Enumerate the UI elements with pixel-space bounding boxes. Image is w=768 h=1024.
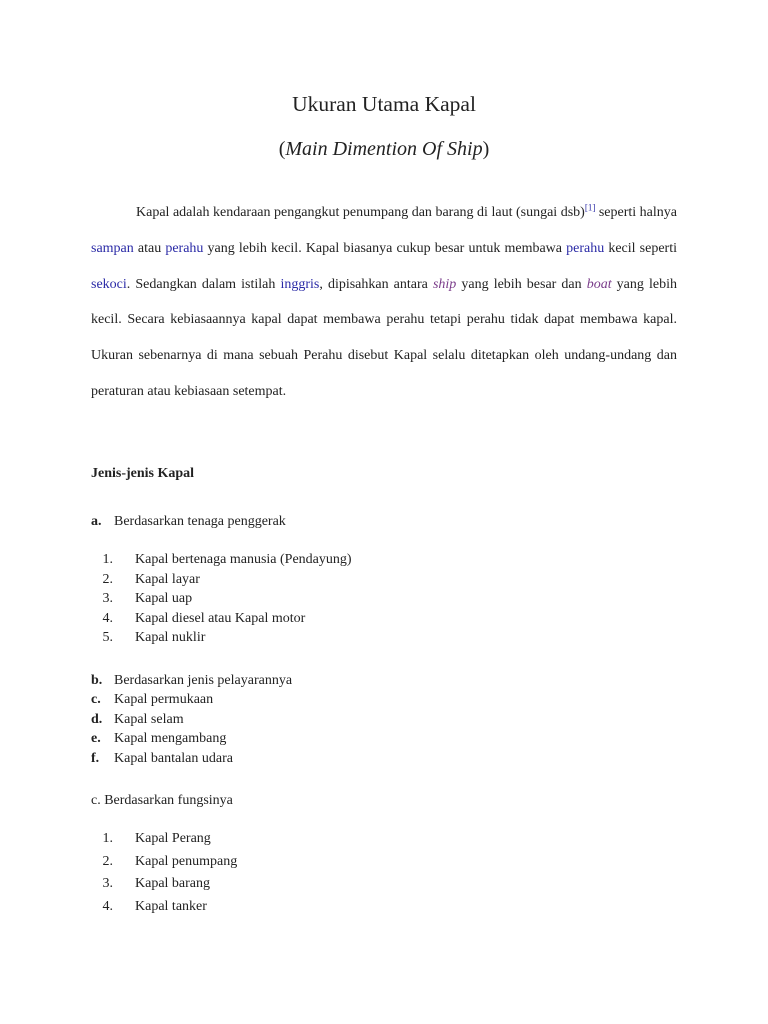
paragraph-text: seperti halnya bbox=[595, 205, 678, 220]
item-text: Kapal barang bbox=[135, 876, 211, 891]
paragraph-text: yang lebih besar dan bbox=[456, 276, 587, 292]
item-text: Kapal selam bbox=[114, 711, 184, 727]
list-item bbox=[91, 729, 292, 748]
item-text: Kapal bantalan udara bbox=[114, 750, 233, 766]
list-item bbox=[91, 609, 352, 629]
paragraph-text: kecil seperti bbox=[604, 240, 677, 256]
item-number: 2. bbox=[102, 853, 113, 869]
page-subtitle bbox=[91, 138, 677, 161]
paragraph-text: . Sedangkan dalam istilah bbox=[126, 276, 281, 292]
link-sampan[interactable]: sampan bbox=[91, 240, 134, 256]
item-number: 1. bbox=[102, 552, 113, 567]
item-text: Kapal mengambang bbox=[114, 731, 227, 747]
list-marker: f. bbox=[91, 750, 100, 766]
group-c-heading: c. Berdasarkan fungsinya bbox=[91, 793, 233, 808]
list-item bbox=[91, 710, 292, 729]
subtitle-close-paren: ) bbox=[482, 138, 490, 160]
item-text: Kapal penumpang bbox=[135, 853, 238, 869]
list-item bbox=[91, 570, 352, 590]
link-perahu-2[interactable]: perahu bbox=[566, 240, 605, 256]
item-text: Berdasarkan jenis pelayarannya bbox=[114, 673, 293, 688]
list-item bbox=[91, 896, 237, 919]
list-marker: c. bbox=[91, 692, 101, 708]
link-boat[interactable]: boat bbox=[586, 276, 612, 292]
paragraph-text: yang lebih kecil. Kapal biasanya cukup besar untuk membawa bbox=[203, 240, 567, 256]
item-text: Kapal Perang bbox=[135, 831, 211, 846]
paragraph-text: atau bbox=[133, 240, 166, 256]
item-text: Kapal nuklir bbox=[135, 630, 206, 646]
list-item bbox=[91, 550, 352, 570]
paragraph-text: yang lebih kecil. Secara kebiasaannya kapal dapat membawa perahu tetapi perahu tidak dapat membawa kapal. Ukuran sebenarnya di mana sebuah Perahu disebut Kapal selalu ditetapkan oleh undang-undang dan peraturan atau kebiasaan setempat. bbox=[91, 276, 677, 399]
page-title: Ukuran Utama Kapal bbox=[292, 92, 476, 116]
list-item bbox=[91, 671, 292, 690]
list-marker: b. bbox=[91, 673, 103, 688]
item-number: 1. bbox=[102, 831, 113, 846]
item-text: Kapal permukaan bbox=[114, 692, 214, 708]
group-a-heading bbox=[91, 514, 286, 530]
link-inggris[interactable]: inggris bbox=[280, 276, 320, 292]
link-perahu[interactable]: perahu bbox=[165, 240, 204, 256]
item-text: Kapal diesel atau Kapal motor bbox=[135, 610, 306, 626]
list-item bbox=[91, 628, 352, 648]
section-heading: Jenis-jenis Kapal bbox=[91, 466, 195, 481]
item-text: Kapal bertenaga manusia (Pendayung) bbox=[135, 552, 352, 567]
item-number: 5. bbox=[102, 630, 113, 646]
intro-paragraph bbox=[91, 195, 677, 410]
item-number: 3. bbox=[102, 591, 113, 607]
group-b-list bbox=[91, 671, 292, 768]
function-list bbox=[91, 828, 237, 918]
subtitle-text: Main Dimention Of Ship bbox=[285, 138, 483, 160]
paragraph-text: , dipisahkan antara bbox=[319, 276, 433, 292]
list-item bbox=[91, 851, 237, 874]
paragraph-text: Kapal adalah kendaraan pengangkut penumpang dan barang di laut (sungai dsb) bbox=[136, 205, 585, 220]
reference-link[interactable]: [1] bbox=[584, 202, 596, 213]
item-text: Kapal tanker bbox=[135, 898, 207, 914]
item-number: 2. bbox=[102, 571, 113, 587]
group-a-label: Berdasarkan tenaga penggerak bbox=[114, 514, 286, 529]
item-number: 4. bbox=[102, 610, 113, 626]
item-text: Kapal uap bbox=[135, 591, 193, 607]
link-ship[interactable]: ship bbox=[432, 276, 457, 292]
item-number: 4. bbox=[102, 898, 113, 914]
list-item bbox=[91, 690, 292, 709]
list-marker: a. bbox=[91, 514, 102, 529]
link-sekoci[interactable]: sekoci bbox=[91, 276, 127, 292]
list-item bbox=[91, 828, 237, 851]
list-item bbox=[91, 873, 237, 896]
item-text: Kapal layar bbox=[135, 571, 200, 587]
subtitle-open-paren: ( bbox=[278, 138, 286, 160]
list-marker: d. bbox=[91, 711, 103, 727]
list-item bbox=[91, 589, 352, 609]
propulsion-list bbox=[91, 550, 352, 648]
list-item bbox=[91, 749, 292, 768]
list-marker: e. bbox=[91, 731, 101, 747]
item-number: 3. bbox=[102, 876, 113, 891]
